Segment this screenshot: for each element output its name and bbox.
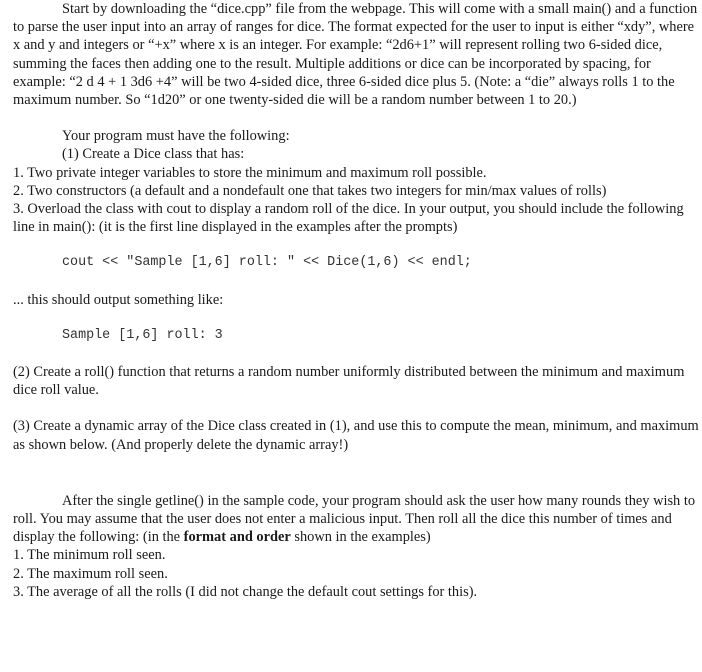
part1-heading: (1) Create a Dice class that has: (62, 146, 245, 163)
after-text-end: shown in the examples) (290, 529, 431, 546)
requirement-item-2: 2. Two constructors (a default and a nondefault one that takes two integers for min/max values of rolls) (13, 182, 607, 199)
after-item-3: 3. The average of all the rolls (I did not change the default cout settings for this). (13, 583, 478, 600)
after-text-start: After the single getline() in the sample code, your program should ask the user how many rounds they wish to roll. You may assume that the user does not enter a malicious input. Then roll all the dice this number of times and display the following: (in the (13, 492, 696, 546)
output-intro: ... this should output something like: (13, 291, 224, 308)
sample-output: Sample [1,6] roll: 3 (62, 327, 223, 343)
code-line: cout << "Sample [1,6] roll: " << Dice(1,6) << endl; (62, 255, 472, 271)
requirement-item-3: 3. Overload the class with cout to display a random roll of the dice. In your output, you should include the following line in main(): (it is the first line displayed in the examples after the prompts) (13, 201, 684, 236)
requirement-item-1: 1. Two private integer variables to store the minimum and maximum roll possible. (13, 164, 487, 181)
part3-paragraph: (3) Create a dynamic array of the Dice class created in (1), and use this to compute the mean, minimum, and maximum as shown below. (And properly delete the dynamic array!) (13, 418, 699, 453)
after-paragraph (13, 492, 699, 547)
requirements-heading: Your program must have the following: (62, 128, 290, 145)
after-bold-text: format and order (183, 529, 291, 546)
after-item-1: 1. The minimum roll seen. (13, 547, 166, 564)
intro-paragraph: Start by downloading the “dice.cpp” file from the webpage. This will come with a small main() and a function to parse the user input into an array of ranges for dice. The format expected for the user to input is either “xdy”, where x and y and integers or “+x” where x is an integer. For example: “2d6+1” will represent rolling two 6-sided dice, summing the faces then adding one to the result. Multiple additions or dice can be incorporated by spacing, for example: “2 d 4 + 1 3d6 +4” will be two 4-sided dice, three 6-sided dice plus 5. (Note: a “die” always rolls 1 to the maximum number. So “1d20” or one twenty-sided die will be a random number between 1 to 20.) (13, 1, 698, 109)
part2-paragraph: (2) Create a roll() function that returns a random number uniformly distributed between the minimum and maximum dice roll value. (13, 364, 685, 399)
assignment-document (13, 0, 699, 601)
after-item-2: 2. The maximum roll seen. (13, 565, 168, 582)
